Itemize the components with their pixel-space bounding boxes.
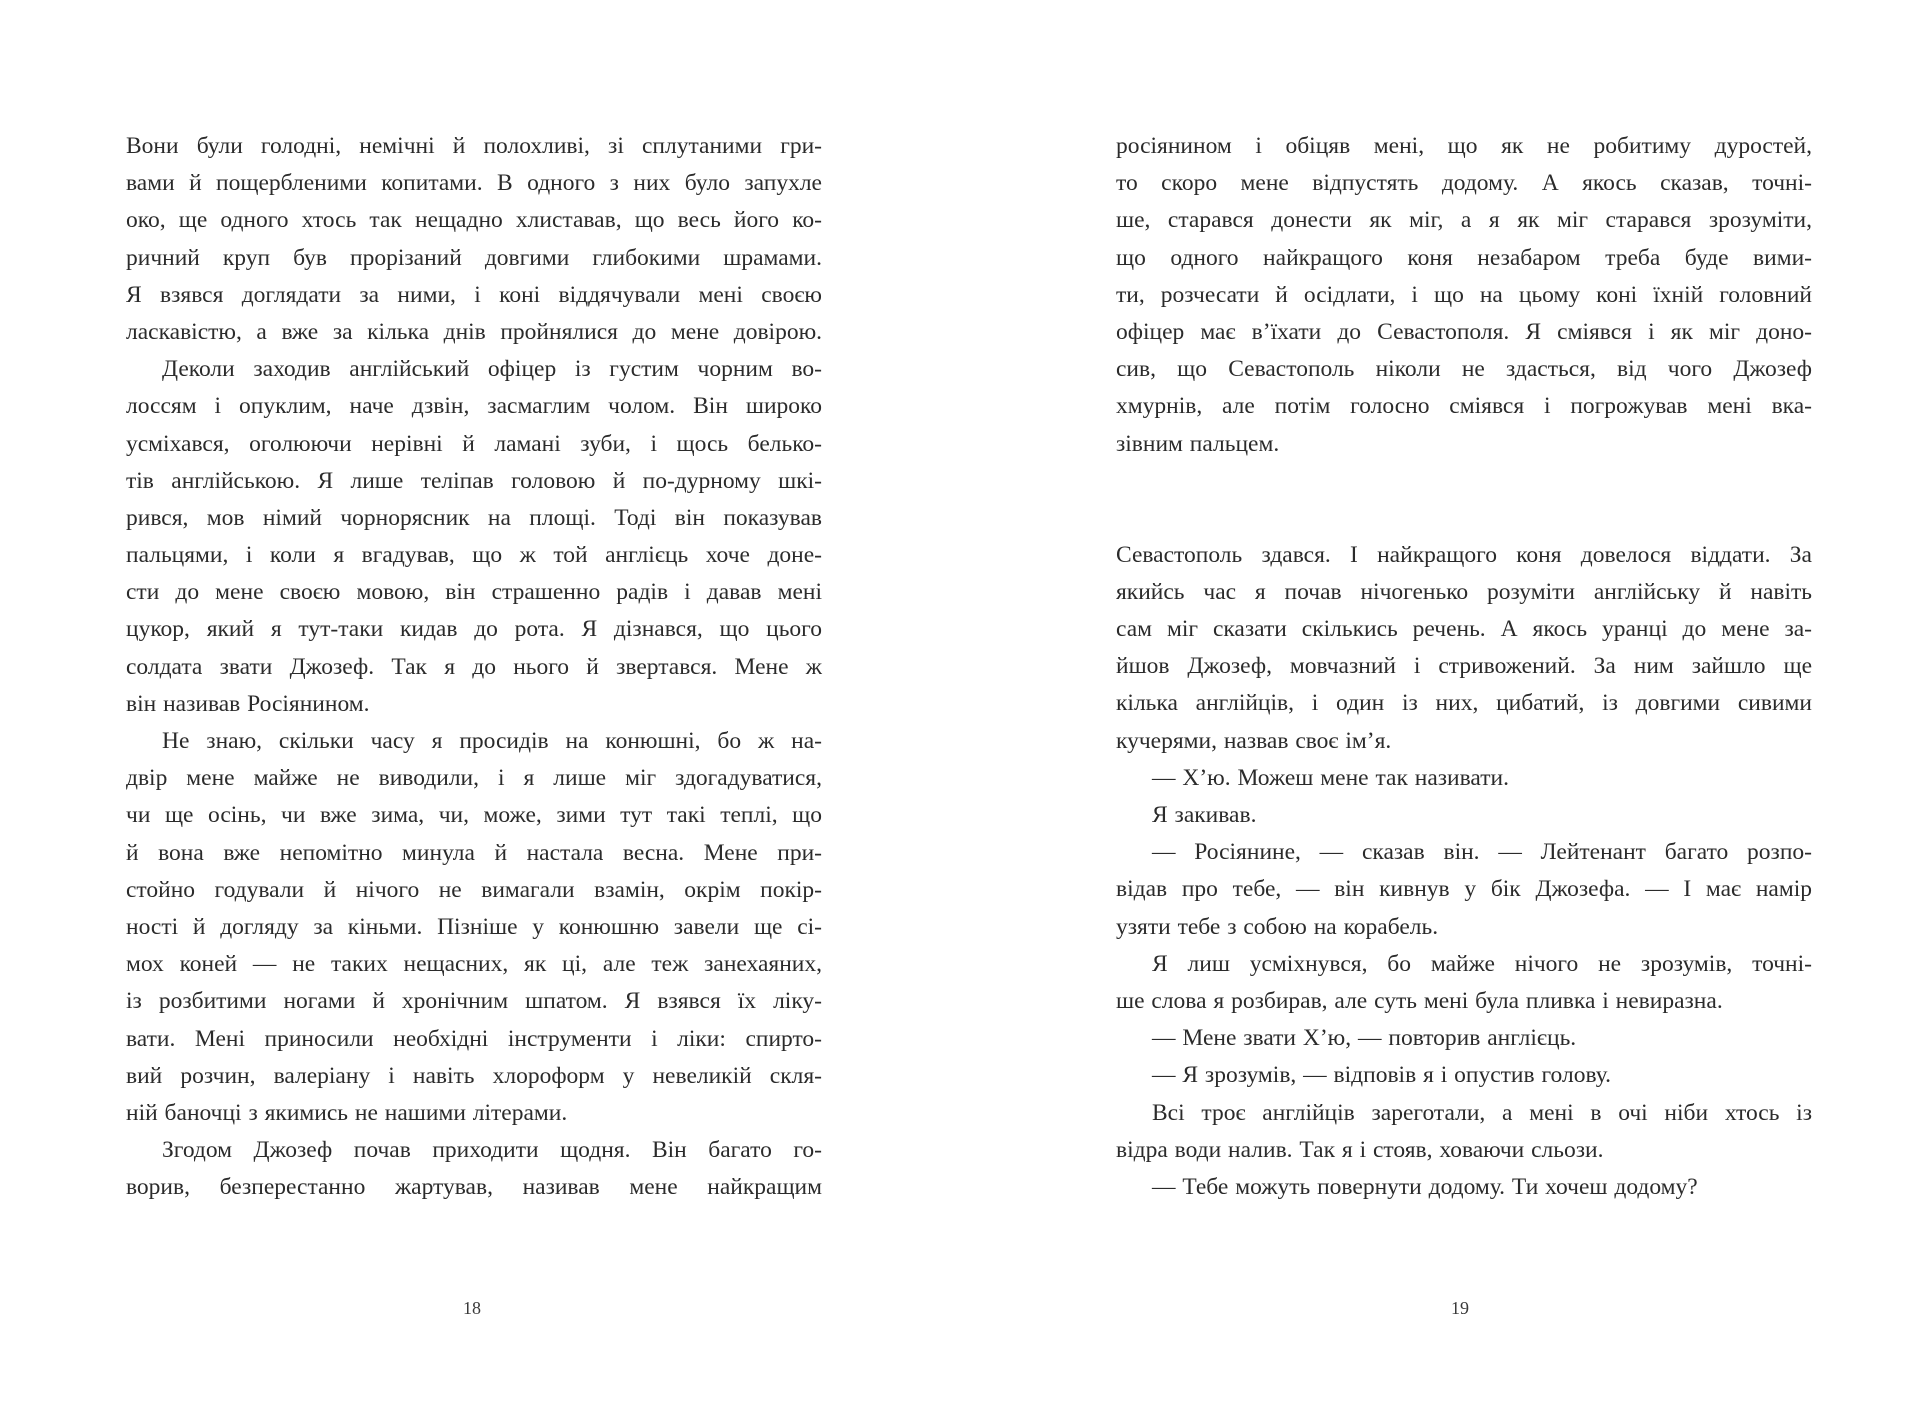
- text-line: ше слова я розбирав, але суть мені була пливка і невиразна.: [1116, 987, 1723, 1014]
- text-line: росіянином і обіцяв мені, що як не робитиму дуростей,: [1116, 133, 1812, 159]
- text-line: рився, мов німий чорнорясник на площі. Тоді він показував: [126, 504, 822, 531]
- text-line: хмурнів, але потім голосно сміявся і погрожував мені вка-: [1116, 393, 1812, 420]
- page-number-left: 18: [463, 1298, 481, 1318]
- right-section-2: [1116, 537, 1812, 1206]
- text-line: вами й пощербленими копитами. В одного з них було запухле: [126, 170, 822, 197]
- text-line: він називав Росіянином.: [126, 690, 370, 717]
- text-line: ричний круп був прорізаний довгими глибокими шрамами.: [126, 244, 822, 271]
- text-line: лоссям і опуклим, наче дзвін, засмаглим чолом. Він широко: [126, 393, 822, 420]
- page-number-right: 19: [1451, 1298, 1469, 1318]
- text-line: — Я зрозумів, — відповів я і опустив голову.: [1152, 1062, 1612, 1089]
- text-line: зівним пальцем.: [1116, 430, 1280, 457]
- text-line: пальцями, і коли я вгадував, що ж той англієць хоче доне-: [126, 542, 822, 569]
- text-line: мох коней — не таких нещасних, як ці, але теж занехаяних,: [126, 951, 822, 978]
- text-line: то скоро мене відпустять додому. А якось сказав, точні-: [1116, 170, 1812, 197]
- section-break: [1116, 463, 1812, 537]
- right-section-1: [1116, 128, 1812, 463]
- text-line: кілька англійців, і один із них, цибатий, із довгими сивими: [1116, 690, 1812, 717]
- text-line: солдата звати Джозеф. Так я до нього й звертався. Мене ж: [126, 653, 822, 680]
- text-line: ти, розчесати й осідлати, і що на цьому коні їхній головний: [1116, 281, 1812, 308]
- text-line: Севастополь здався. І найкращого коня довелося віддати. За: [1116, 541, 1812, 568]
- text-line: вий розчин, валеріану і навіть хлороформ у невеликій скля-: [126, 1062, 822, 1089]
- text-line: Вони були голодні, немічні й полохливі, зі сплутаними гри-: [126, 133, 822, 159]
- text-line: — Мене звати Х’ю, — повторив англієць.: [1152, 1025, 1577, 1052]
- text-line: чи ще осінь, чи вже зима, чи, може, зими тут такі теплі, що: [126, 802, 822, 829]
- text-line: — Росіянине, — сказав він. — Лейтенант багато розпо-: [1152, 839, 1812, 866]
- text-line: цукор, який я тут-таки кидав до рота. Я дізнався, що цього: [126, 616, 822, 643]
- text-line: — Х’ю. Можеш мене так називати.: [1152, 764, 1509, 791]
- text-line: сам міг сказати скількись речень. А якось уранці до мене за-: [1116, 616, 1812, 643]
- text-line: двір мене майже не виводили, і я лише міг здогадуватися,: [126, 765, 822, 792]
- text-line: тів англійською. Я лише теліпав головою й по-дурному шкі-: [126, 467, 822, 494]
- text-line: Деколи заходив англійський офіцер із густим чорним во-: [162, 356, 822, 383]
- text-line: ній баночці з якимись не нашими літерами.: [126, 1099, 568, 1126]
- text-line: й вона вже непомітно минула й настала весна. Мене при-: [126, 839, 822, 866]
- text-line: сти до мене своєю мовою, він страшенно радів і давав мені: [126, 579, 822, 606]
- text-line: йшов Джозеф, мовчазний і стривожений. За ним зайшло ще: [1116, 653, 1812, 680]
- right-page-text: [1116, 128, 1812, 1206]
- text-line: стойно годували й нічого не вимагали взамін, окрім покір-: [126, 876, 822, 903]
- text-line: що одного найкращого коня незабаром треба буде вими-: [1116, 244, 1812, 271]
- text-line: око, ще одного хтось так нещадно хлиставав, що весь його ко-: [126, 207, 822, 234]
- text-line: — Тебе можуть повернути додому. Ти хочеш додому?: [1152, 1173, 1698, 1200]
- text-line: Всі троє англійців зареготали, а мені в очі ніби хтось із: [1152, 1099, 1812, 1126]
- text-line: Я закивав.: [1152, 802, 1257, 828]
- text-line: якийсь час я почав нічогенько розуміти англійську й навіть: [1116, 578, 1812, 605]
- text-line: узяти тебе з собою на корабель.: [1116, 913, 1439, 940]
- text-line: Згодом Джозеф почав приходити щодня. Він багато го-: [162, 1137, 822, 1164]
- text-line: офіцер має в’їхати до Севастополя. Я сміявся і як міг доно-: [1116, 318, 1812, 345]
- text-line: кучерями, назвав своє ім’я.: [1116, 727, 1392, 754]
- text-line: ше, старався донести як міг, а я як міг старався зрозуміти,: [1116, 207, 1812, 234]
- text-line: відав про тебе, — він кивнув у бік Джозефа. — І має намір: [1116, 876, 1812, 903]
- text-line: Не знаю, скільки часу я просидів на конюшні, бо ж на-: [162, 728, 822, 754]
- left-page-text: [126, 128, 822, 1206]
- text-line: сив, що Севастополь ніколи не здасться, від чого Джозеф: [1116, 356, 1812, 383]
- text-line: усміхався, оголюючи нерівні й ламані зуби, і щось белько-: [126, 430, 822, 457]
- text-line: Я взявся доглядати за ними, і коні віддячували мені своєю: [126, 281, 822, 308]
- right-page: [960, 0, 1920, 1410]
- text-line: ласкавістю, а вже за кілька днів пройнялися до мене довірою.: [126, 318, 822, 345]
- text-line: відра води налив. Так я і стояв, ховаючи сльози.: [1116, 1136, 1604, 1163]
- text-line: із розбитими ногами й хронічним шпатом. Я взявся їх ліку-: [126, 988, 822, 1015]
- text-line: вати. Мені приносили необхідні інструменти і ліки: спирто-: [126, 1025, 822, 1052]
- text-line: Я лиш усміхнувся, бо майже нічого не зрозумів, точні-: [1152, 950, 1812, 977]
- text-line: ворив, безперестанно жартував, називав мене найкращим: [126, 1174, 822, 1201]
- text-line: ності й догляду за кіньми. Пізніше у конюшню завели ще сі-: [126, 913, 822, 940]
